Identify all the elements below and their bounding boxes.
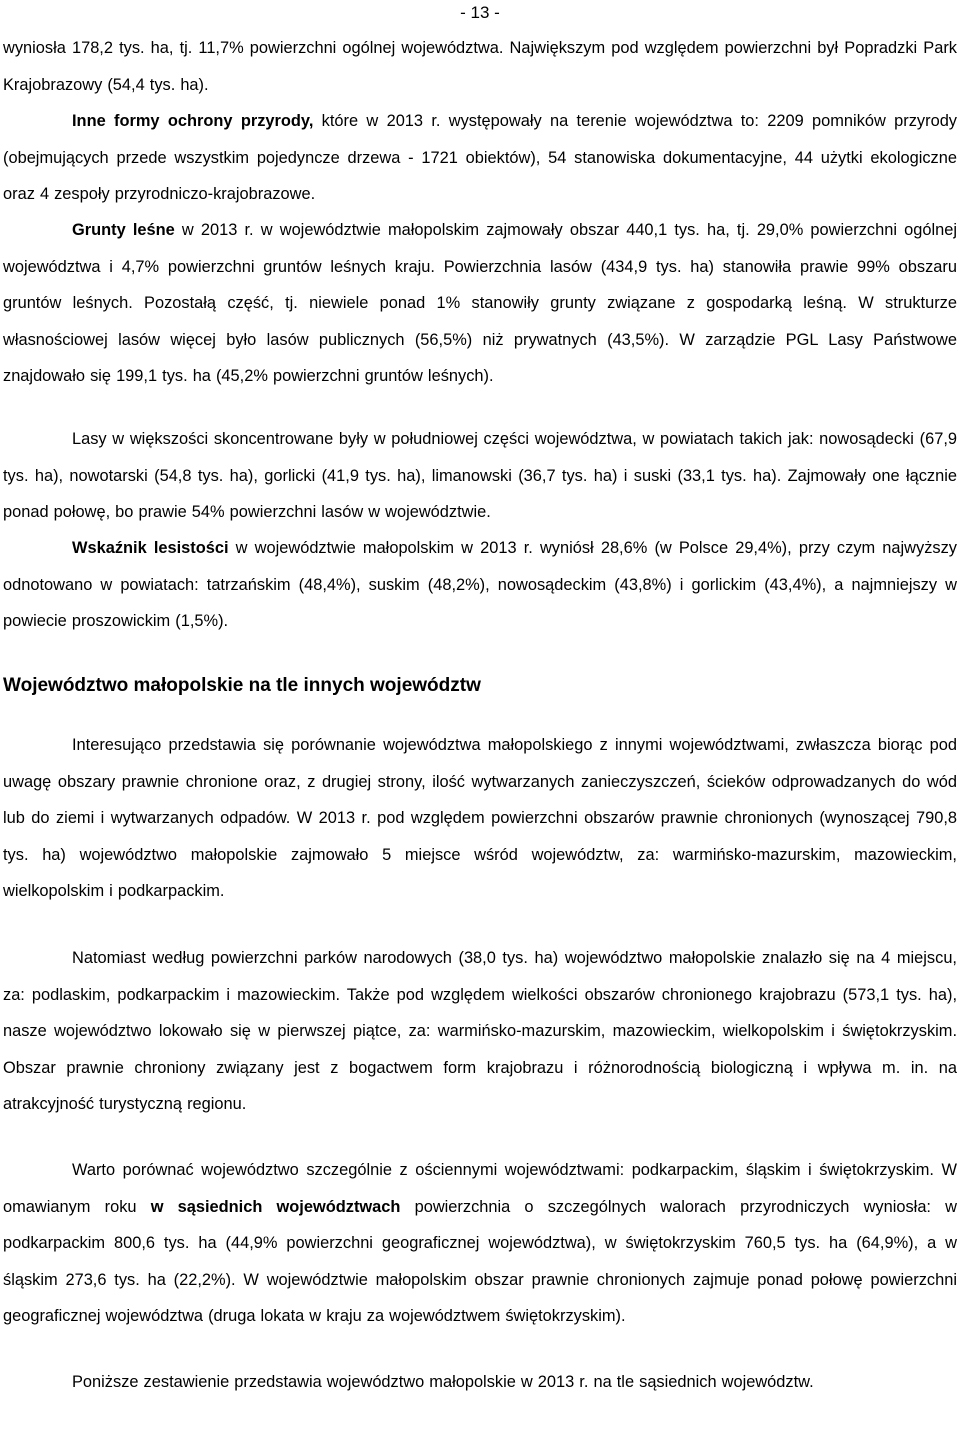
paragraph-text: w województwie małopolskim w 2013 r. wyniósł 28,6% (w Polsce 29,4%), przy czym najwyższy odnotowano w powiatach: tatrzańskim (48,4%), suskim (48,2%), nowosądeckim (43,8%) i gorlickim (43,4%), a najmniejszy w powiecie proszowickim (1,5%). bbox=[3, 539, 957, 630]
paragraph-park-area bbox=[3, 30, 957, 103]
paragraph-text: w 2013 r. w województwie małopolskim zajmowały obszar 440,1 tys. ha, tj. 29,0% powierzchni ogólnej województwa i 4,7% powierzchni gruntów leśnych kraju. Powierzchnia lasów (434,9 tys. ha) stanowiła prawie 99% obszaru gruntów leśnych. Pozostałą część, tj. niewiele ponad 1% stanowiły grunty związane z gospodarką leśną. W strukturze własnościowej lasów więcej było lasów publicznych (56,5%) niż prywatnych (43,5%). W zarządzie PGL Lasy Państwowe znajdowało się 199,1 tys. ha (45,2% powierzchni gruntów leśnych). bbox=[3, 221, 957, 385]
paragraph-text: które w 2013 r. występowały na terenie województwa to: 2209 pomników przyrody (obejmujących przede wszystkim pojedyncze drzewa - 1721 obiektów), 54 stanowiska dokumentacyjne, 44 użytki ekologiczne oraz 4 zespoły przyrodniczo-krajobrazowe. bbox=[3, 112, 957, 203]
paragraph-text: Poniższe zestawienie przedstawia województwo małopolskie w 2013 r. na tle sąsiednich województw. bbox=[72, 1373, 814, 1391]
bold-term-forest-land: Grunty leśne bbox=[72, 221, 175, 239]
page-number: - 13 - bbox=[460, 3, 500, 22]
paragraph-text: wyniosła 178,2 tys. ha, tj. 11,7% powierzchni ogólnej województwa. Największym pod względem powierzchni był Popradzki Park Krajobrazowy (54,4 tys. ha). bbox=[3, 39, 957, 94]
bold-term-other-protection: Inne formy ochrony przyrody, bbox=[72, 112, 314, 130]
bold-term-forestation-index: Wskaźnik lesistości bbox=[72, 539, 229, 557]
paragraph-forest-land bbox=[3, 212, 957, 395]
paragraph-summary-table-intro bbox=[3, 1364, 957, 1401]
paragraph-forest-concentration bbox=[3, 421, 957, 531]
bold-term-neighbouring: w sąsiednich województwach bbox=[150, 1197, 401, 1216]
paragraph-neighbouring-voivodeships bbox=[3, 1152, 957, 1335]
paragraph-text: Natomiast według powierzchni parków narodowych (38,0 tys. ha) województwo małopolskie znalazło się na 4 miejscu, za: podlaskim, podkarpackim i mazowieckim. Także pod względem wielkości obszarów chronionego krajobrazu (573,1 tys. ha), nasze województwo lokowało się w pierwszej piątce, za: warmińsko-mazurskim, mazowieckim, wielkopolskim i świętokrzyskim. Obszar prawnie chroniony związany jest z bogactwem form krajobrazu i różnorodnością biologiczną i wpływa m. in. na atrakcyjność turystyczną regionu. bbox=[3, 949, 957, 1113]
paragraph-forestation-index bbox=[3, 530, 957, 640]
paragraph-text: Interesująco przedstawia się porównanie województwa małopolskiego z innymi województwami, zwłaszcza biorąc pod uwagę obszary prawnie chronione oraz, z drugiej strony, ilość wytwarzanych zanieczyszczeń, ścieków odprowadzanych do wód lub do ziemi i wytwarzanych odpadów. W 2013 r. pod względem powierzchni obszarów prawnie chronionych (wynoszącej 790,8 tys. ha) województwo małopolskie zajmowało 5 miejsce wśród województw, za: warmińsko-mazurskim, mazowieckim, wielkopolskim i podkarpackim. bbox=[3, 736, 957, 900]
paragraph-comparison-intro bbox=[3, 727, 957, 910]
paragraph-national-parks bbox=[3, 940, 957, 1123]
paragraph-other-protection-forms bbox=[3, 103, 957, 213]
paragraph-text: Warto porównać województwo szczególnie z ościennymi województwami: podkarpackim, śląskim i świętokrzyskim. W omawianym roku bbox=[3, 1161, 957, 1216]
paragraph-text: powierzchnia o szczególnych walorach przyrodniczych wyniosła: w podkarpackim 800,6 tys. ha (44,9% powierzchni geograficznej województwa), w świętokrzyskim 760,5 tys. ha (64,9%), a w śląskim 273,6 tys. ha (22,2%). W województwie małopolskim obszar prawnie chronionych zajmuje ponad połowę powierzchni geograficznej województwa (druga lokata w kraju za województwem świętokrzyskim). bbox=[3, 1197, 958, 1325]
section-heading: Województwo małopolskie na tle innych województw bbox=[3, 675, 481, 696]
paragraph-text: Lasy w większości skoncentrowane były w południowej części województwa, w powiatach takich jak: nowosądecki (67,9 tys. ha), nowotarski (54,8 tys. ha), gorlicki (41,9 tys. ha), limanowski (36,7 tys. ha) i suski (33,1 tys. ha). Zajmowały one łącznie ponad połowę, bo prawie 54% powierzchni lasów w województwie. bbox=[3, 430, 957, 521]
